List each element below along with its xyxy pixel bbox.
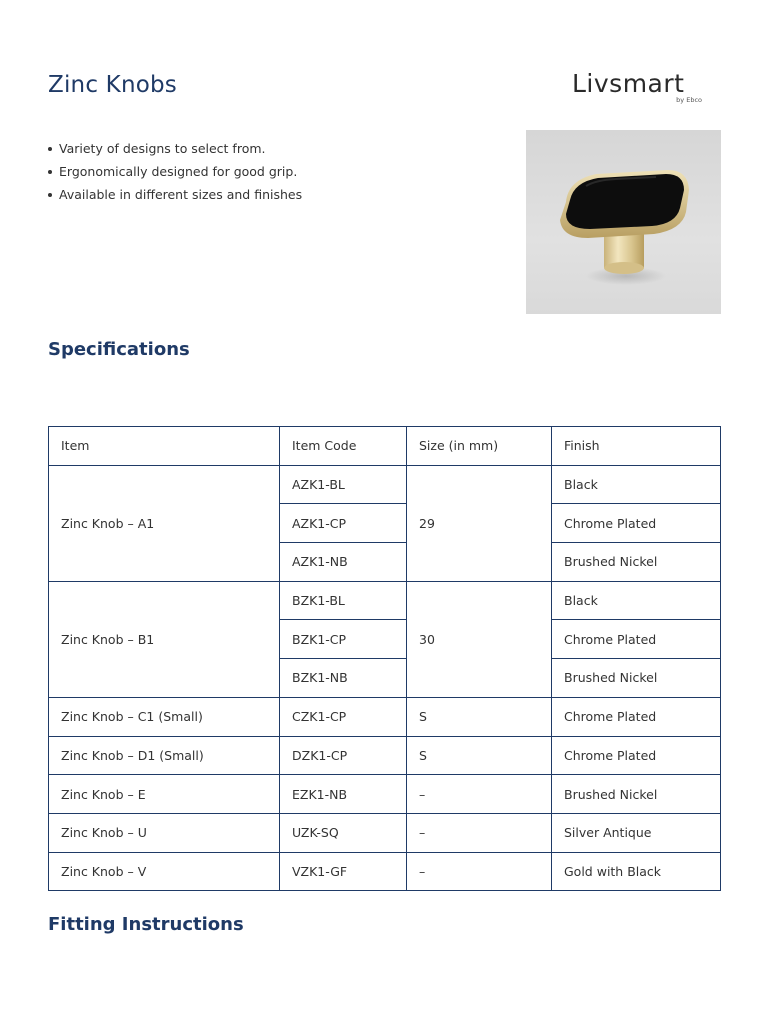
size-cell: S — [407, 697, 552, 736]
item-cell: Zinc Knob – D1 (Small) — [49, 736, 280, 775]
code-cell: UZK-SQ — [280, 813, 407, 852]
item-cell: Zinc Knob – E — [49, 775, 280, 814]
finish-cell: Chrome Plated — [552, 504, 721, 543]
size-cell: – — [407, 775, 552, 814]
feature-item: Variety of designs to select from. — [48, 137, 302, 160]
header-item-code: Item Code — [280, 427, 407, 466]
header-finish: Finish — [552, 427, 721, 466]
finish-cell: Chrome Plated — [552, 620, 721, 659]
feature-item: Available in different sizes and finishes — [48, 183, 302, 206]
specifications-table — [48, 426, 721, 891]
finish-cell: Black — [552, 465, 721, 504]
code-cell: BZK1-CP — [280, 620, 407, 659]
finish-cell: Gold with Black — [552, 852, 721, 891]
size-cell: S — [407, 736, 552, 775]
finish-cell: Brushed Nickel — [552, 659, 721, 698]
code-cell: AZK1-CP — [280, 504, 407, 543]
logo-brand-text: Livsmart — [572, 69, 685, 98]
page-title: Zinc Knobs — [48, 72, 177, 98]
fitting-instructions-heading: Fitting Instructions — [48, 914, 244, 935]
logo-subtext: by Ebco — [676, 96, 702, 104]
finish-cell: Black — [552, 581, 721, 620]
code-cell: AZK1-NB — [280, 543, 407, 582]
item-cell: Zinc Knob – V — [49, 852, 280, 891]
table-row — [49, 852, 721, 891]
finish-cell: Brushed Nickel — [552, 775, 721, 814]
code-cell: AZK1-BL — [280, 465, 407, 504]
item-cell: Zinc Knob – B1 — [49, 581, 280, 697]
code-cell: EZK1-NB — [280, 775, 407, 814]
code-cell: DZK1-CP — [280, 736, 407, 775]
size-cell: – — [407, 813, 552, 852]
table-header-row — [49, 427, 721, 466]
size-cell: – — [407, 852, 552, 891]
code-cell: BZK1-NB — [280, 659, 407, 698]
finish-cell: Chrome Plated — [552, 697, 721, 736]
product-image — [526, 130, 721, 314]
code-cell: VZK1-GF — [280, 852, 407, 891]
header-item: Item — [49, 427, 280, 466]
code-cell: BZK1-BL — [280, 581, 407, 620]
specifications-heading: Specifications — [48, 339, 190, 360]
item-cell: Zinc Knob – U — [49, 813, 280, 852]
table-row — [49, 736, 721, 775]
table-row — [49, 813, 721, 852]
item-cell: Zinc Knob – C1 (Small) — [49, 697, 280, 736]
finish-cell: Chrome Plated — [552, 736, 721, 775]
code-cell: CZK1-CP — [280, 697, 407, 736]
zinc-knob-illustration — [526, 130, 721, 314]
table-row — [49, 697, 721, 736]
table-row — [49, 465, 721, 504]
finish-cell: Silver Antique — [552, 813, 721, 852]
header-size: Size (in mm) — [407, 427, 552, 466]
feature-list — [48, 137, 302, 206]
brand-logo — [572, 70, 706, 108]
item-cell: Zinc Knob – A1 — [49, 465, 280, 581]
finish-cell: Brushed Nickel — [552, 543, 721, 582]
table-row — [49, 775, 721, 814]
size-cell: 30 — [407, 581, 552, 697]
feature-item: Ergonomically designed for good grip. — [48, 160, 302, 183]
table-row — [49, 581, 721, 620]
size-cell: 29 — [407, 465, 552, 581]
